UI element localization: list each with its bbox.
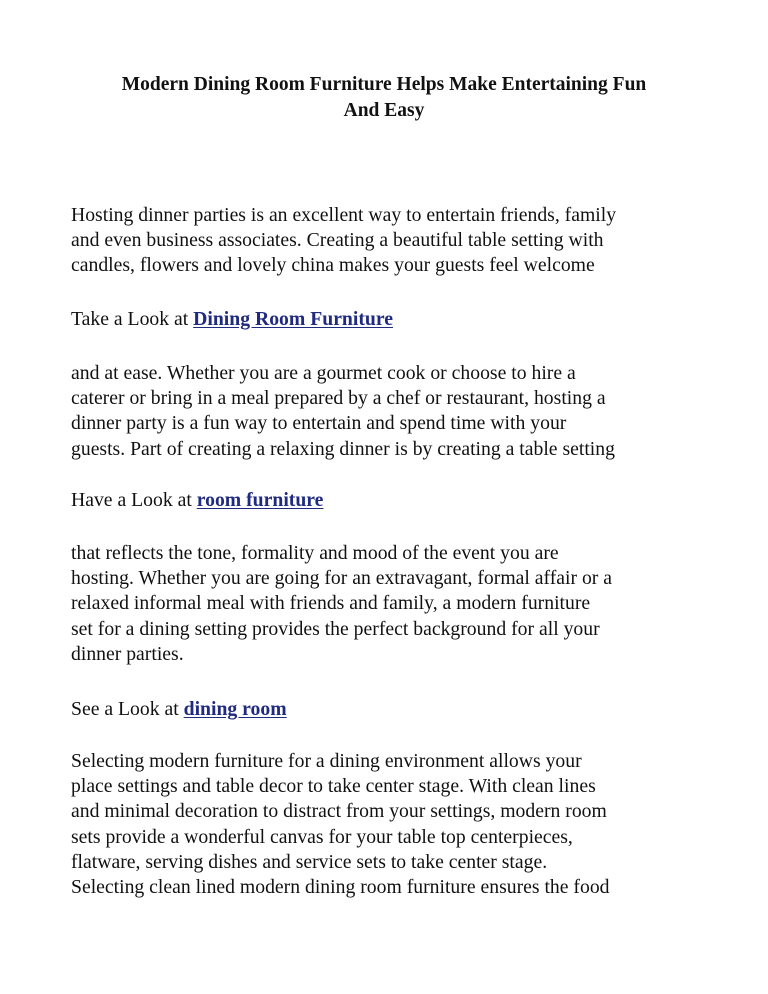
paragraph-line: dinner party is a fun way to entertain and spend time with your	[71, 412, 567, 435]
paragraph-line: guests. Part of creating a relaxing dinner is by creating a table setting	[71, 437, 615, 460]
paragraph-tone	[71, 541, 701, 667]
paragraph-line: sets provide a wonderful canvas for your table top centerpieces,	[71, 825, 573, 848]
paragraph-line: Hosting dinner parties is an excellent way to entertain friends, family	[71, 204, 617, 226]
paragraph-line: that reflects the tone, formality and mood of the event you are	[71, 542, 559, 564]
paragraph-selecting	[71, 749, 701, 900]
paragraph-line: and even business associates. Creating a beautiful table setting with	[71, 229, 604, 252]
document-title	[72, 72, 696, 124]
document-title-line-2: And Easy	[343, 100, 425, 121]
dining-room-link[interactable]: dining room	[183, 698, 287, 720]
look-line-dining-room	[71, 697, 701, 722]
paragraph-line: candles, flowers and lovely china makes your guests feel welcome	[71, 254, 595, 277]
paragraph-line: place settings and table decor to take center stage. With clean lines	[71, 775, 596, 798]
paragraph-line: caterer or bring in a meal prepared by a chef or restaurant, hosting a	[71, 387, 606, 410]
paragraph-line: relaxed informal meal with friends and family, a modern furniture	[71, 592, 591, 615]
paragraph-line: flatware, serving dishes and service sets to take center stage.	[71, 850, 548, 873]
document-title-line-1: Modern Dining Room Furniture Helps Make Entertaining Fun	[121, 74, 647, 95]
paragraph-line: hosting. Whether you are going for an extravagant, formal affair or a	[71, 567, 613, 590]
paragraph-line: and at ease. Whether you are a gourmet cook or choose to hire a	[71, 362, 576, 384]
paragraph-line: Selecting clean lined modern dining room furniture ensures the food	[71, 876, 610, 899]
paragraph-intro	[71, 203, 701, 279]
paragraph-ease	[71, 361, 701, 462]
dining-room-furniture-link[interactable]: Dining Room Furniture	[193, 308, 393, 330]
look-line-dining-room-furniture	[71, 307, 701, 332]
look-line-prefix: See a Look at	[71, 698, 184, 720]
look-line-prefix: Have a Look at	[71, 489, 197, 511]
paragraph-line: set for a dining setting provides the perfect background for all your	[71, 617, 600, 640]
look-line-room-furniture	[71, 488, 701, 513]
paragraph-line: Selecting modern furniture for a dining environment allows your	[71, 750, 582, 772]
paragraph-line: and minimal decoration to distract from your settings, modern room	[71, 800, 607, 823]
paragraph-line: dinner parties.	[71, 642, 184, 665]
room-furniture-link[interactable]: room furniture	[196, 489, 324, 511]
look-line-prefix: Take a Look at	[71, 308, 194, 330]
